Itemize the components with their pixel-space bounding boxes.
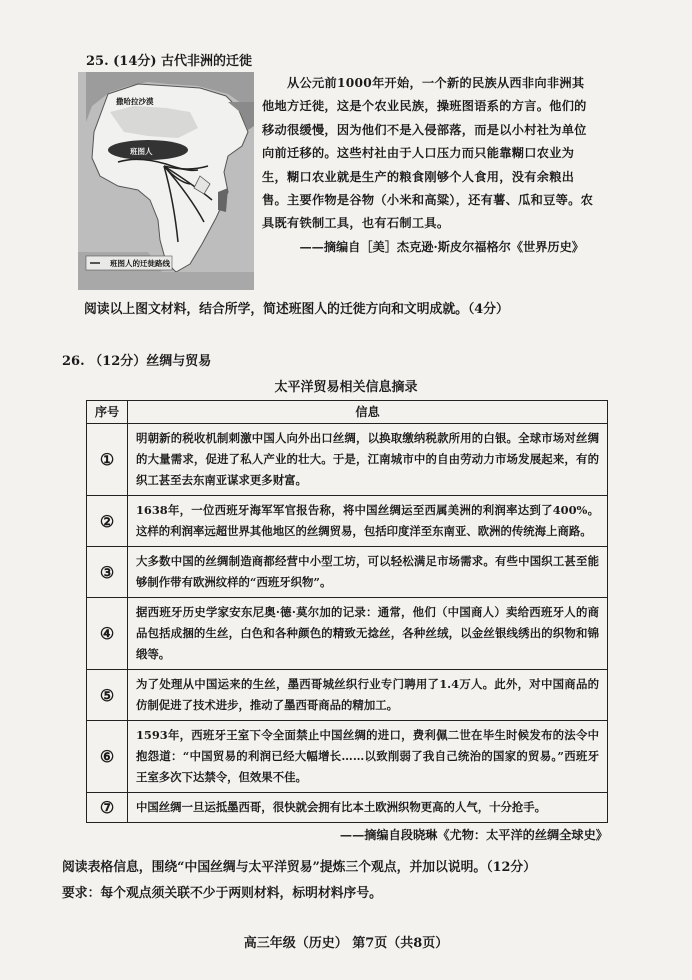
row-info: 为了处理从中国运来的生丝，墨西哥城丝织行业专门聘用了1.4万人。此外，对中国商品的仿制促进了技术进步，推动了墨西哥商品的精加工。 xyxy=(128,670,608,721)
q26-title: 26. （12分）丝绸与贸易 xyxy=(62,354,212,369)
q26-task: 阅读表格信息，围绕“中国丝绸与太平洋贸易”提炼三个观点，并加以说明。（12分） xyxy=(62,860,537,875)
table-title: 太平洋贸易相关信息摘录 xyxy=(274,380,418,395)
table-row xyxy=(87,424,608,496)
row-info: 明朝新的税收机制刺激中国人向外出口丝绸，以换取缴纳税款所用的白银。全球市场对丝绸的大量需求，促进了私人产业的壮大。于是，江南城市中的自由劳动力市场发展起来，有的织工甚至去东南亚谋求更多财富。 xyxy=(128,424,608,496)
row-number: ② xyxy=(87,496,128,547)
q26-source: ——摘编自段晓琳《尤物：太平洋的丝绸全球史》 xyxy=(339,828,608,842)
row-info: 大多数中国的丝绸制造商都经营中小型工坊，可以轻松满足市场需求。有些中国织工甚至能够制作带有欧洲纹样的“西班牙织物”。 xyxy=(128,547,608,598)
q25-paragraph-block xyxy=(262,72,594,236)
table-row xyxy=(87,670,608,721)
row-number: ① xyxy=(87,424,128,496)
row-number: ③ xyxy=(87,547,128,598)
row-number: ⑤ xyxy=(87,670,128,721)
q25-title: 25. (14分) 古代非洲的迁徙 xyxy=(86,54,253,69)
table-row xyxy=(87,721,608,793)
table-header-row xyxy=(87,401,608,424)
map-legend-label: 班图人的迁徙路线 xyxy=(110,259,170,268)
q25-source: ——摘编自［美］杰克逊·斯皮尔福格尔《世界历史》 xyxy=(299,240,584,254)
map-label-sahara: 撒哈拉沙漠 xyxy=(116,97,154,106)
header-info: 信息 xyxy=(128,401,608,424)
row-number: ⑦ xyxy=(87,793,128,823)
q25-task: 阅读以上图文材料，结合所学，简述班图人的迁徙方向和文明成就。（4分） xyxy=(84,302,509,317)
row-info: 中国丝绸一旦运抵墨西哥，很快就会拥有比本土欧洲织物更高的人气，十分抢手。 xyxy=(128,793,608,823)
header-no: 序号 xyxy=(87,401,128,424)
row-number: ④ xyxy=(87,598,128,670)
table-row xyxy=(87,496,608,547)
table-row xyxy=(87,793,608,823)
map-label-bantu: 班图人 xyxy=(130,147,153,156)
row-info: 1593年，西班牙王室下令全面禁止中国丝绸的进口，费利佩二世在毕生时候发布的法令中抱怨道：“中国贸易的利润已经大幅增长……以致削弱了我自己统治的国家的贸易。”西班牙王室多次下达禁令，但效果不佳。 xyxy=(128,721,608,793)
page-footer: 高三年级（历史） 第7页（共8页） xyxy=(243,936,449,951)
q26-requirement: 要求：每个观点须关联不少于两则材料，标明材料序号。 xyxy=(62,886,382,901)
africa-migration-map xyxy=(78,72,254,290)
row-number: ⑥ xyxy=(87,721,128,793)
q25-paragraph: 从公元前1000年开始，一个新的民族从西非向非洲其他地方迁徙，这是个农业民族，操班图语系的方言。他们的移动很缓慢，因为他们不是入侵部落，而是以小村社为单位向前迁移的。这些村社由于人口压力而只能靠糊口农业为生，糊口农业就是生产的粮食刚够个人食用，没有余粮出售。主要作物是谷物（小米和高粱），还有薯、瓜和豆等。农具既有铁制工具，也有石制工具。 xyxy=(262,76,594,231)
table-row xyxy=(87,547,608,598)
info-table xyxy=(86,400,608,823)
row-info: 据西班牙历史学家安东尼奥·德·莫尔加的记录：通常，他们（中国商人）卖给西班牙人的商品包括成捆的生丝，白色和各种颜色的精致无捻丝，各种丝绒，以金丝银线绣出的织物和锦缎等。 xyxy=(128,598,608,670)
table-row xyxy=(87,598,608,670)
row-info: 1638年，一位西班牙海军军官报告称，将中国丝绸运至西属美洲的利润率达到了400%。这样的利润率远超世界其他地区的丝绸贸易，包括印度洋至东南亚、欧洲的传统海上商路。 xyxy=(128,496,608,547)
